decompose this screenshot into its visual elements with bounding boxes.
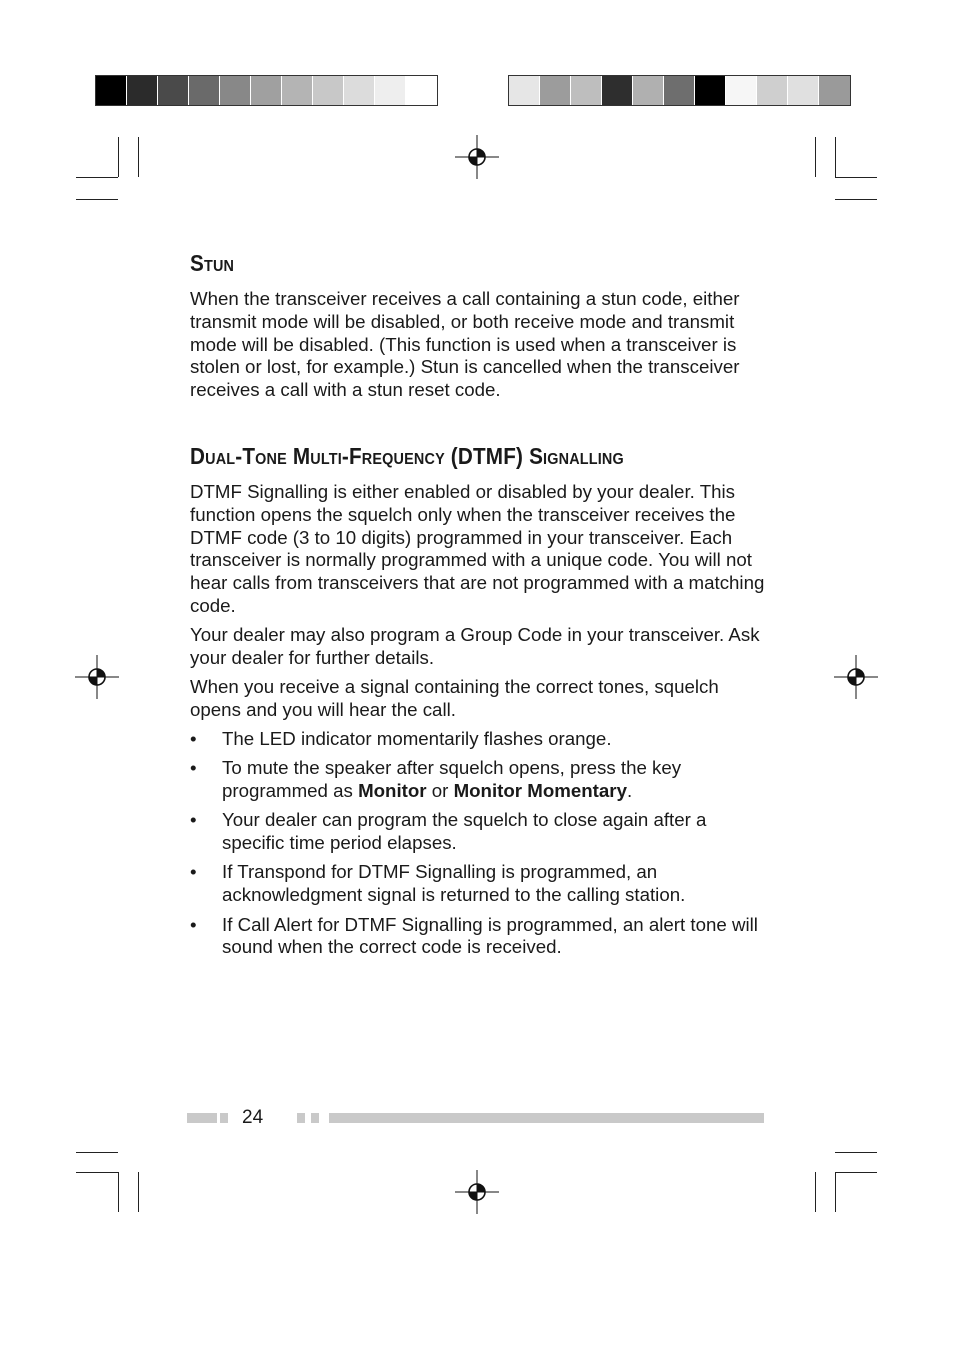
registration-target-icon: [455, 1170, 499, 1214]
list-item-text: If Call Alert for DTMF Signalling is programmed, an alert tone will sound when the correct code is received.: [222, 913, 758, 958]
color-swatch: [571, 76, 602, 105]
list-item-text: If Transpond for DTMF Signalling is programmed, an acknowledgment signal is returned to the calling station.: [222, 861, 686, 906]
dtmf-paragraph-3: When you receive a signal containing the correct tones, squelch opens and you will hear the call.: [190, 676, 719, 720]
color-swatch: [540, 76, 571, 105]
list-item-text: .: [626, 780, 633, 802]
color-swatch: [633, 76, 664, 105]
crop-mark: [76, 199, 118, 200]
footer-bar: [329, 1113, 764, 1123]
color-swatch: [375, 76, 406, 105]
color-swatch: [158, 76, 189, 105]
stun-heading: Stun: [190, 250, 235, 276]
color-swatch: [344, 76, 375, 105]
crop-mark: [835, 137, 836, 177]
color-swatch: [757, 76, 788, 105]
color-swatch: [819, 76, 850, 105]
dtmf-heading: Dual-Tone Multi-Frequency (DTMF) Signalling: [190, 443, 624, 469]
dtmf-paragraph-1: DTMF Signalling is either enabled or disabled by your dealer. This function opens the squelch only when the transceiver receives the DTMF code (3 to 10 digits) programmed in your transceiver. Each transceiver is normally programmed with a unique code. You will not hear calls from transceivers that are not programmed with a matching code.: [190, 481, 765, 616]
footer-bar: [311, 1113, 319, 1123]
color-swatch: [96, 76, 127, 105]
color-swatch: [251, 76, 282, 105]
crop-mark: [138, 1172, 139, 1212]
bullet-icon: •: [190, 757, 197, 779]
crop-mark: [76, 1172, 118, 1173]
color-bar-left: [95, 75, 438, 106]
bullet-icon: •: [190, 809, 197, 831]
crop-mark: [815, 1172, 816, 1212]
color-swatch: [726, 76, 757, 105]
color-swatch: [189, 76, 220, 105]
crop-mark: [815, 137, 816, 177]
color-swatch: [313, 76, 344, 105]
crop-mark: [138, 137, 139, 177]
footer-bar: [220, 1113, 228, 1123]
registration-target-icon: [75, 655, 119, 699]
list-item: [190, 728, 770, 751]
color-swatch: [602, 76, 633, 105]
list-item-text: The LED indicator momentarily flashes orange.: [222, 728, 612, 749]
list-item: [190, 914, 770, 960]
color-swatch: [695, 76, 726, 105]
dtmf-paragraph-2: Your dealer may also program a Group Code in your transceiver. Ask your dealer for further details.: [190, 624, 760, 668]
list-item-text: To mute the speaker after squelch opens, press the key programmed as: [222, 757, 682, 802]
monitor-momentary-term: Monitor Momentary: [453, 780, 627, 802]
page-number: 24: [242, 1107, 264, 1128]
color-bar-right: [508, 75, 851, 106]
list-item-text: Your dealer can program the squelch to close again after a specific time period elapses.: [222, 809, 707, 854]
color-swatch: [127, 76, 158, 105]
color-swatch: [282, 76, 313, 105]
footer-bar: [297, 1113, 305, 1123]
crop-mark: [835, 199, 877, 200]
registration-target-icon: [455, 135, 499, 179]
bullet-icon: •: [190, 861, 197, 883]
list-item: [190, 861, 770, 907]
list-item: [190, 757, 770, 803]
crop-mark: [76, 177, 118, 178]
footer-bar: [187, 1113, 217, 1123]
crop-mark: [118, 1172, 119, 1212]
color-swatch: [406, 76, 437, 105]
crop-mark: [835, 177, 877, 178]
crop-mark: [76, 1152, 118, 1153]
bullet-icon: •: [190, 913, 197, 935]
color-swatch: [509, 76, 540, 105]
crop-mark: [835, 1152, 877, 1153]
bullet-icon: •: [190, 728, 197, 749]
crop-mark: [118, 137, 119, 177]
color-swatch: [664, 76, 695, 105]
color-swatch: [788, 76, 819, 105]
color-swatch: [220, 76, 251, 105]
stun-body: When the transceiver receives a call containing a stun code, either transmit mode will be disabled, or both receive mode and transmit mode will be disabled. (This function is used when a transceiver is stolen or lost, for example.) Stun is cancelled when the transceiver receives a call with a stun reset code.: [190, 288, 740, 401]
registration-target-icon: [834, 655, 878, 699]
monitor-term: Monitor: [358, 780, 427, 802]
crop-mark: [835, 1172, 836, 1212]
crop-mark: [835, 1172, 877, 1173]
list-item: [190, 809, 770, 855]
list-item-text: or: [426, 780, 454, 802]
dtmf-bullet-list: [190, 728, 770, 966]
